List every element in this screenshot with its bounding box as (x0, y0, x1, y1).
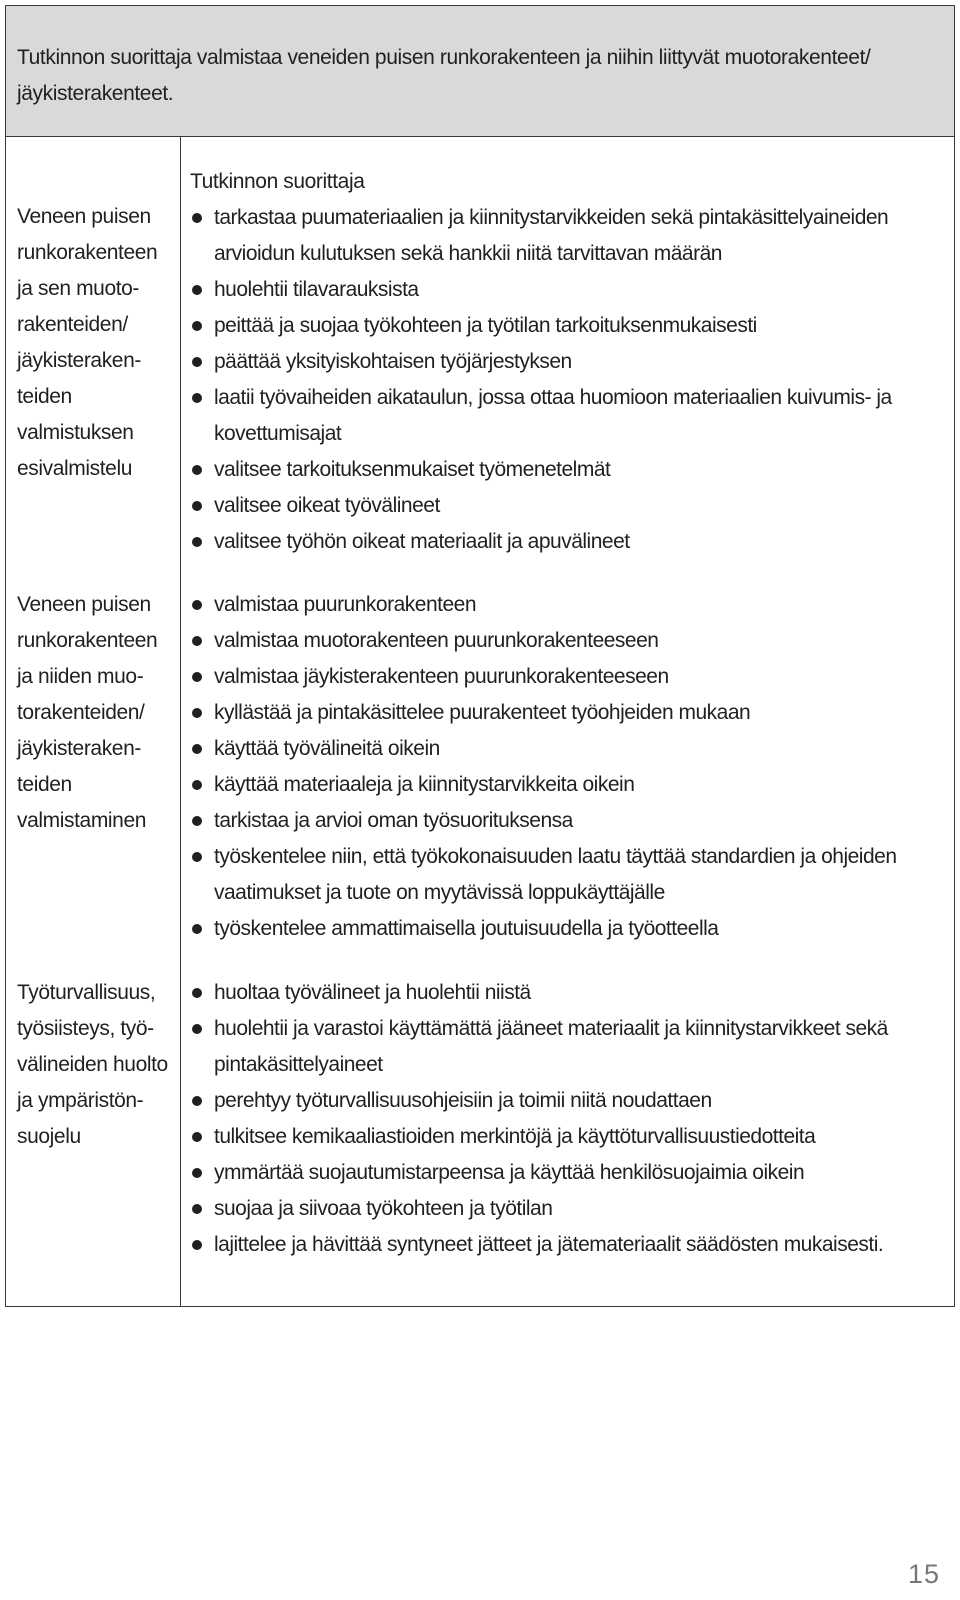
row-label-manufacturing: Veneen puisen runkorakenteen ja niiden muo- torakenteiden/ jäykisteraken- teiden valmistaminen (17, 593, 158, 832)
bullet-icon (192, 321, 202, 331)
list-item: valitsee työhön oikeat materiaalit ja apuvälineet (190, 524, 950, 560)
bullet-icon (192, 988, 202, 998)
bullet-icon (192, 744, 202, 754)
list-item: ymmärtää suojautumistarpeensa ja käyttää henkilösuojaimia oikein (190, 1155, 950, 1191)
bullet-list (190, 200, 950, 560)
list-item: tulkitsee kemikaaliastioiden merkintöjä ja käyttöturvallisuustiedotteita (190, 1119, 950, 1155)
bullet-icon (192, 780, 202, 790)
bullet-icon (192, 357, 202, 367)
list-item: perehtyy työturvallisuusohjeisiin ja toimii niitä noudattaen (190, 1083, 950, 1119)
bullet-list (190, 975, 950, 1263)
list-item: työskentelee ammattimaisella joutuisuudella ja työotteella (190, 911, 950, 947)
bullet-icon (192, 1132, 202, 1142)
list-item: lajittelee ja hävittää syntyneet jätteet ja jätemateriaalit säädösten mukaisesti. (190, 1227, 950, 1263)
bullet-list (190, 587, 950, 947)
bullet-icon (192, 1096, 202, 1106)
bullet-icon (192, 816, 202, 826)
list-item: valmistaa muotorakenteen puurunkorakenteeseen (190, 623, 950, 659)
bullet-icon (192, 537, 202, 547)
row-content-safety (190, 975, 950, 1263)
bullet-icon (192, 285, 202, 295)
row-content-preparation (190, 164, 950, 560)
list-item: huoltaa työvälineet ja huolehtii niistä (190, 975, 950, 1011)
list-item: työskentelee niin, että työkokonaisuuden laatu täyttää standardien ja ohjeiden vaatimukset ja tuote on myytävissä loppukäyttäjälle (190, 839, 950, 911)
bullet-icon (192, 924, 202, 934)
bullet-icon (192, 393, 202, 403)
bullet-icon (192, 501, 202, 511)
row-label-preparation: Veneen puisen runkorakenteen ja sen muoto- rakenteiden/ jäykisteraken- teiden valmistuksen esivalmistelu (17, 205, 158, 480)
list-item: huolehtii ja varastoi käyttämättä jääneet materiaalit ja kiinnitystarvikkeet sekä pintakäsittelyaineet (190, 1011, 950, 1083)
bullet-icon (192, 636, 202, 646)
bullet-icon (192, 672, 202, 682)
list-item: valmistaa jäykisterakenteen puurunkorakenteeseen (190, 659, 950, 695)
column-divider (180, 137, 181, 1306)
bullet-icon (192, 1024, 202, 1034)
list-item: tarkastaa puumateriaalien ja kiinnitystarvikkeiden sekä pintakäsittelyaineiden arvioidun kulutuksen sekä hankkii niitä tarvittavan määrän (190, 200, 950, 272)
list-item: huolehtii tilavarauksista (190, 272, 950, 308)
requirements-table (5, 5, 955, 1307)
list-item: valitsee tarkoituksenmukaiset työmenetelmät (190, 452, 950, 488)
bullet-icon (192, 1240, 202, 1250)
bullet-icon (192, 1168, 202, 1178)
list-item: suojaa ja siivoaa työkohteen ja työtilan (190, 1191, 950, 1227)
list-item: valitsee oikeat työvälineet (190, 488, 950, 524)
page-number: 15 (907, 1559, 940, 1589)
bullet-icon (192, 600, 202, 610)
list-item: kyllästää ja pintakäsittelee puurakenteet työohjeiden mukaan (190, 695, 950, 731)
row-content-manufacturing (190, 587, 950, 947)
list-item: tarkistaa ja arvioi oman työsuorituksensa (190, 803, 950, 839)
table-header (6, 6, 954, 137)
list-item: valmistaa puurunkorakenteen (190, 587, 950, 623)
bullet-icon (192, 213, 202, 223)
header-text: Tutkinnon suorittaja valmistaa veneiden puisen runkorakenteen ja niihin liittyvät muotorakenteet/ jäykisterakenteet. (17, 46, 871, 105)
row-label-safety: Työturvallisuus, työsiisteys, työ- välineiden huolto ja ympäristön- suojelu (17, 981, 168, 1148)
bullet-icon (192, 852, 202, 862)
bullet-icon (192, 465, 202, 475)
list-item: käyttää materiaaleja ja kiinnitystarvikkeita oikein (190, 767, 950, 803)
list-item: laatii työvaiheiden aikataulun, jossa ottaa huomioon materiaalien kuivumis- ja kovettumisajat (190, 380, 950, 452)
list-item: käyttää työvälineitä oikein (190, 731, 950, 767)
bullet-icon (192, 708, 202, 718)
list-item: päättää yksityiskohtaisen työjärjestyksen (190, 344, 950, 380)
list-item: peittää ja suojaa työkohteen ja työtilan tarkoituksenmukaisesti (190, 308, 950, 344)
section-title: Tutkinnon suorittaja (190, 170, 365, 193)
bullet-icon (192, 1204, 202, 1214)
